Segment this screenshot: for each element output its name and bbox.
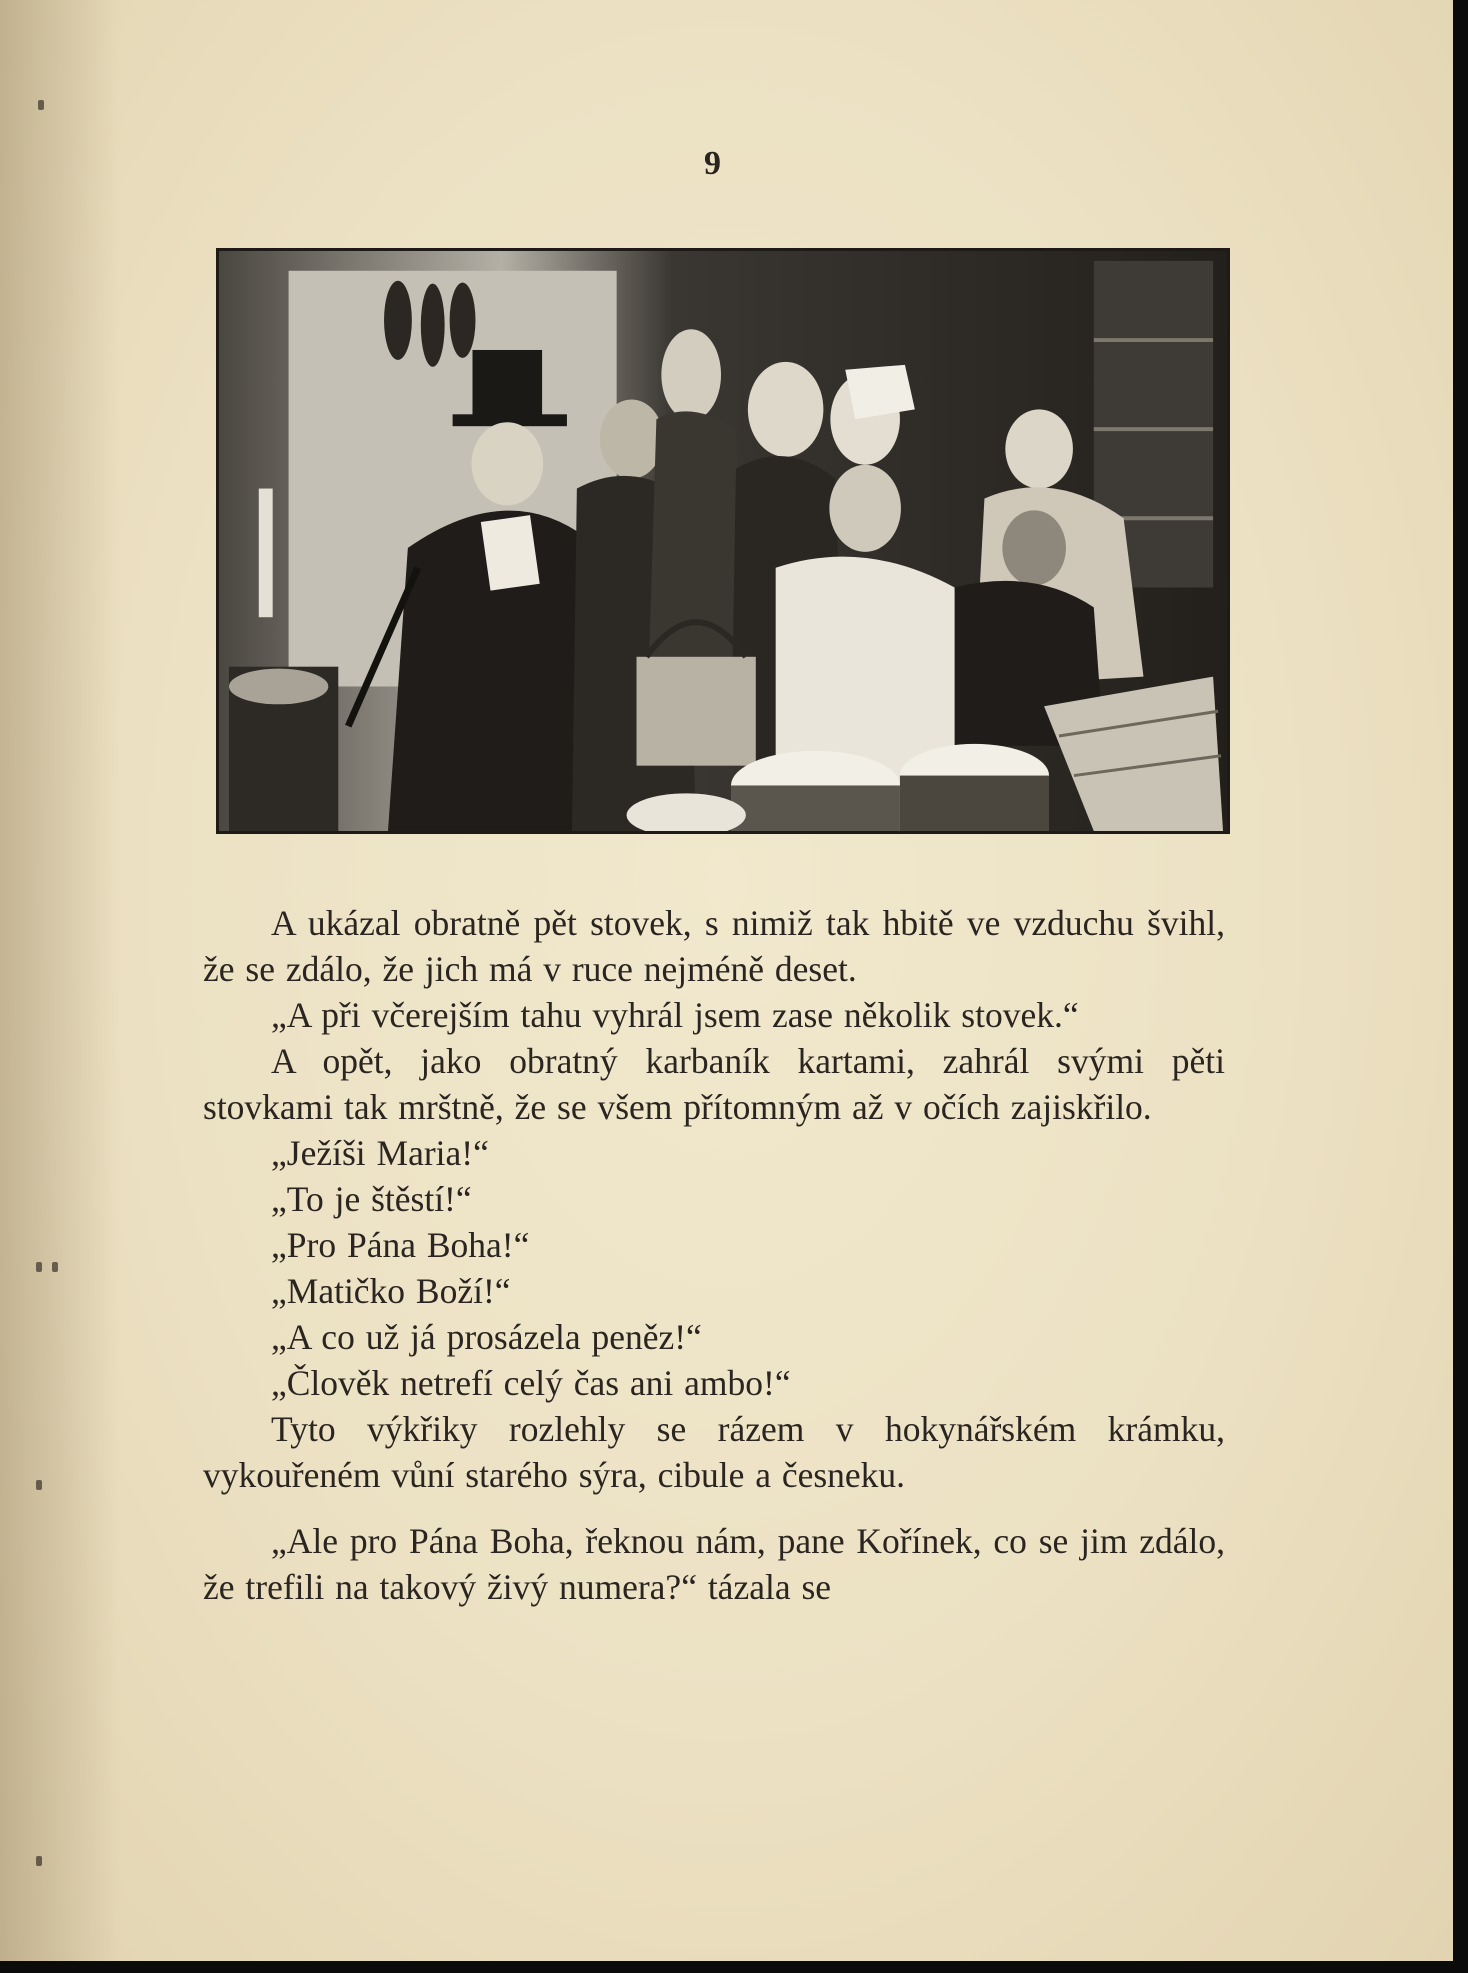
shop-scene-image xyxy=(219,251,1227,831)
paragraph: „A co už já prosázela peněz!“ xyxy=(271,1317,702,1357)
margin-speck xyxy=(38,100,44,110)
margin-speck xyxy=(36,1856,42,1866)
paragraph: „Matičko Boží!“ xyxy=(271,1271,511,1311)
margin-speck xyxy=(36,1262,42,1272)
page-number: 9 xyxy=(704,145,721,182)
paragraph: „To je štěstí!“ xyxy=(271,1179,472,1219)
engraving-illustration xyxy=(216,248,1230,834)
paragraph: „A při včerejším tahu vyhrál jsem zase několik stovek.“ xyxy=(271,995,1079,1035)
gutter-shadow xyxy=(0,0,120,1961)
paragraph: Tyto výkřiky rozlehly se rázem v hokynářském krámku, vykouřeném vůní starého sýra, cibule a česneku. xyxy=(203,1409,1225,1495)
body-text xyxy=(203,900,1225,1610)
paragraph: „Ale pro Pána Boha, řeknou nám, pane Kořínek, co se jim zdálo, že trefili na takový živý numera?“ tázala se xyxy=(203,1521,1225,1607)
paragraph: „Ježíši Maria!“ xyxy=(271,1133,489,1173)
margin-speck xyxy=(52,1262,58,1272)
paragraph: „Pro Pána Boha!“ xyxy=(271,1225,530,1265)
paragraph: A ukázal obratně pět stovek, s nimiž tak hbitě ve vzduchu švihl, že se zdálo, že jich má v ruce nejméně deset. xyxy=(203,903,1225,989)
margin-speck xyxy=(36,1480,42,1490)
paragraph: A opět, jako obratný karbaník kartami, zahrál svými pěti stovkami tak mrštně, že se všem přítomným až v očích zajiskřilo. xyxy=(203,1041,1225,1127)
paragraph: „Člověk netrefí celý čas ani ambo!“ xyxy=(271,1363,791,1403)
